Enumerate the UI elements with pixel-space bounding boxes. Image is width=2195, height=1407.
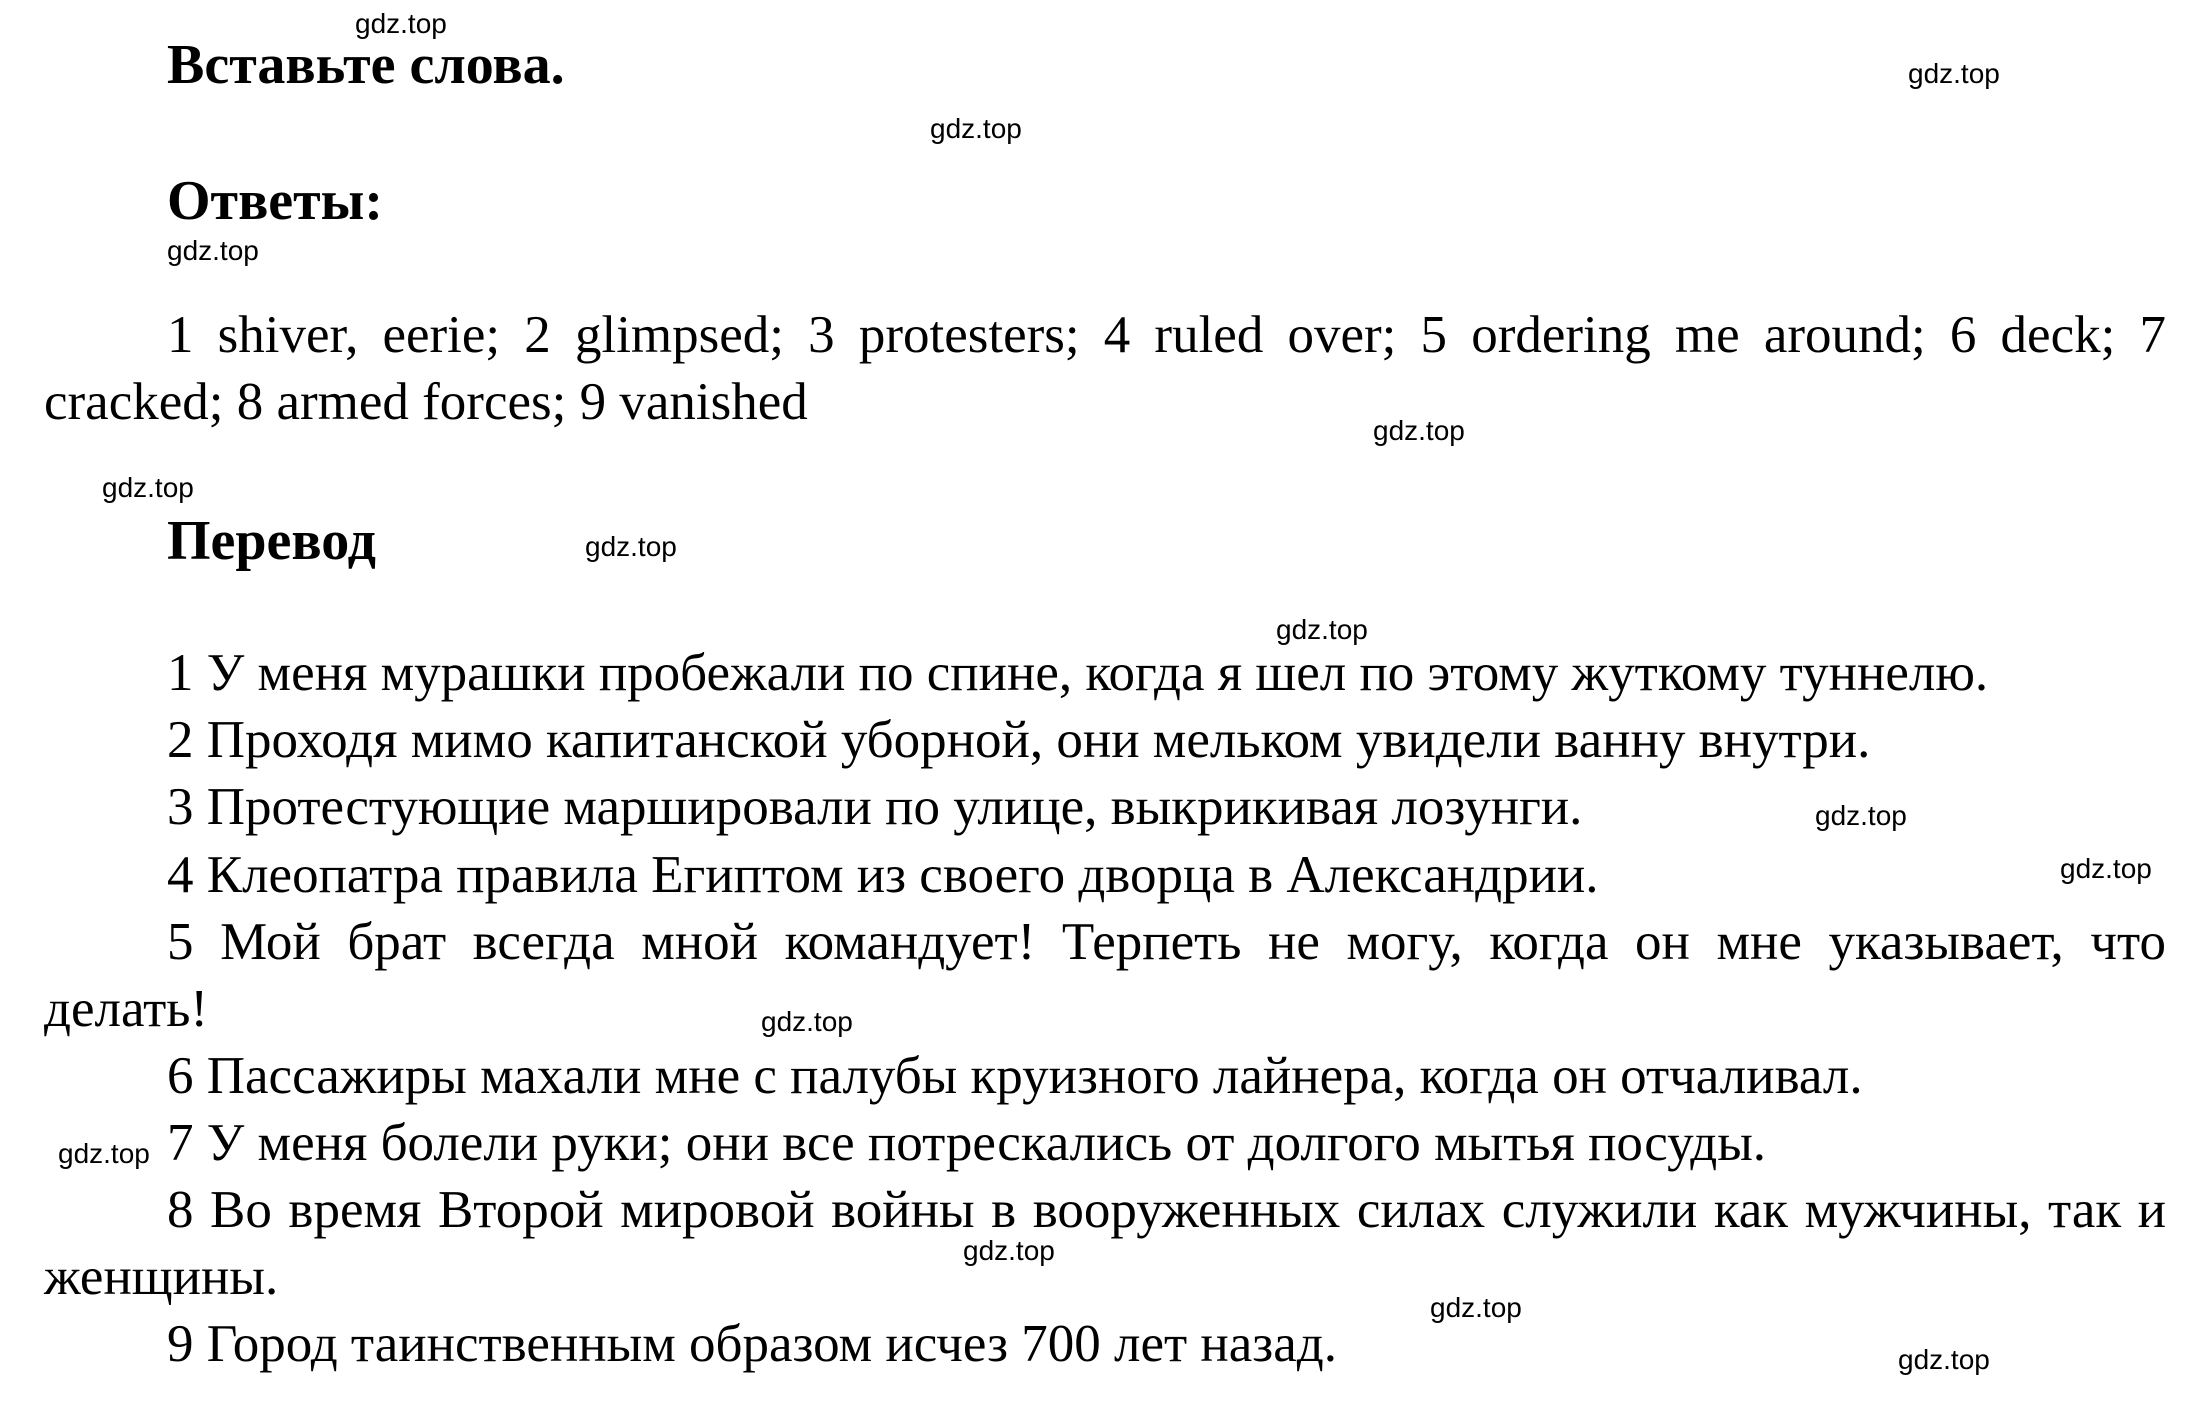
- watermark: gdz.top: [761, 1006, 853, 1037]
- watermark: gdz.top: [1815, 800, 1907, 831]
- watermark: gdz.top: [1276, 614, 1368, 645]
- watermark: gdz.top: [1430, 1292, 1522, 1323]
- translation-item-7: 7 У меня болели руки; они все потрескались от долгого мытья посуды.: [167, 1114, 1767, 1172]
- watermark: gdz.top: [355, 8, 447, 39]
- translation-item-9: 9 Город таинственным образом исчез 700 лет назад.: [167, 1315, 1337, 1373]
- translation-item-5: 5 Мой брат всегда мной командует! Терпеть не могу, когда он мне указывает, что делать!: [44, 913, 2166, 1038]
- watermark: gdz.top: [963, 1235, 1055, 1266]
- watermark: gdz.top: [58, 1138, 150, 1169]
- watermark: gdz.top: [102, 472, 194, 503]
- translation-item-1: 1 У меня мурашки пробежали по спине, когда я шел по этому жуткому туннелю.: [167, 644, 1989, 702]
- translation-item-3: 3 Протестующие маршировали по улице, выкрикивая лозунги.: [167, 778, 1583, 836]
- watermark: gdz.top: [1373, 415, 1465, 446]
- translation-heading: Перевод: [167, 510, 376, 572]
- watermark: gdz.top: [167, 235, 259, 266]
- watermark: gdz.top: [1898, 1344, 1990, 1375]
- translation-item-2: 2 Проходя мимо капитанской уборной, они мельком увидели ванну внутри.: [167, 711, 1871, 769]
- watermark: gdz.top: [930, 113, 1022, 144]
- watermark: gdz.top: [2060, 853, 2152, 884]
- task-heading: Вставьте слова.: [167, 34, 565, 96]
- translation-item-8: 8 Во время Второй мировой войны в вооруженных силах служили как мужчины, так и женщины.: [44, 1181, 2166, 1306]
- translation-item-4: 4 Клеопатра правила Египтом из своего дворца в Александрии.: [167, 846, 1599, 904]
- translation-item-6: 6 Пассажиры махали мне с палубы круизного лайнера, когда он отчаливал.: [167, 1047, 1863, 1105]
- answers-heading: Ответы:: [167, 170, 384, 232]
- watermark: gdz.top: [585, 531, 677, 562]
- watermark: gdz.top: [1908, 58, 2000, 89]
- answers-text: 1 shiver, eerie; 2 glimpsed; 3 protesters; 4 ruled over; 5 ordering me around; 6 deck; 7 cracked; 8 armed forces; 9 vanished: [44, 306, 2166, 431]
